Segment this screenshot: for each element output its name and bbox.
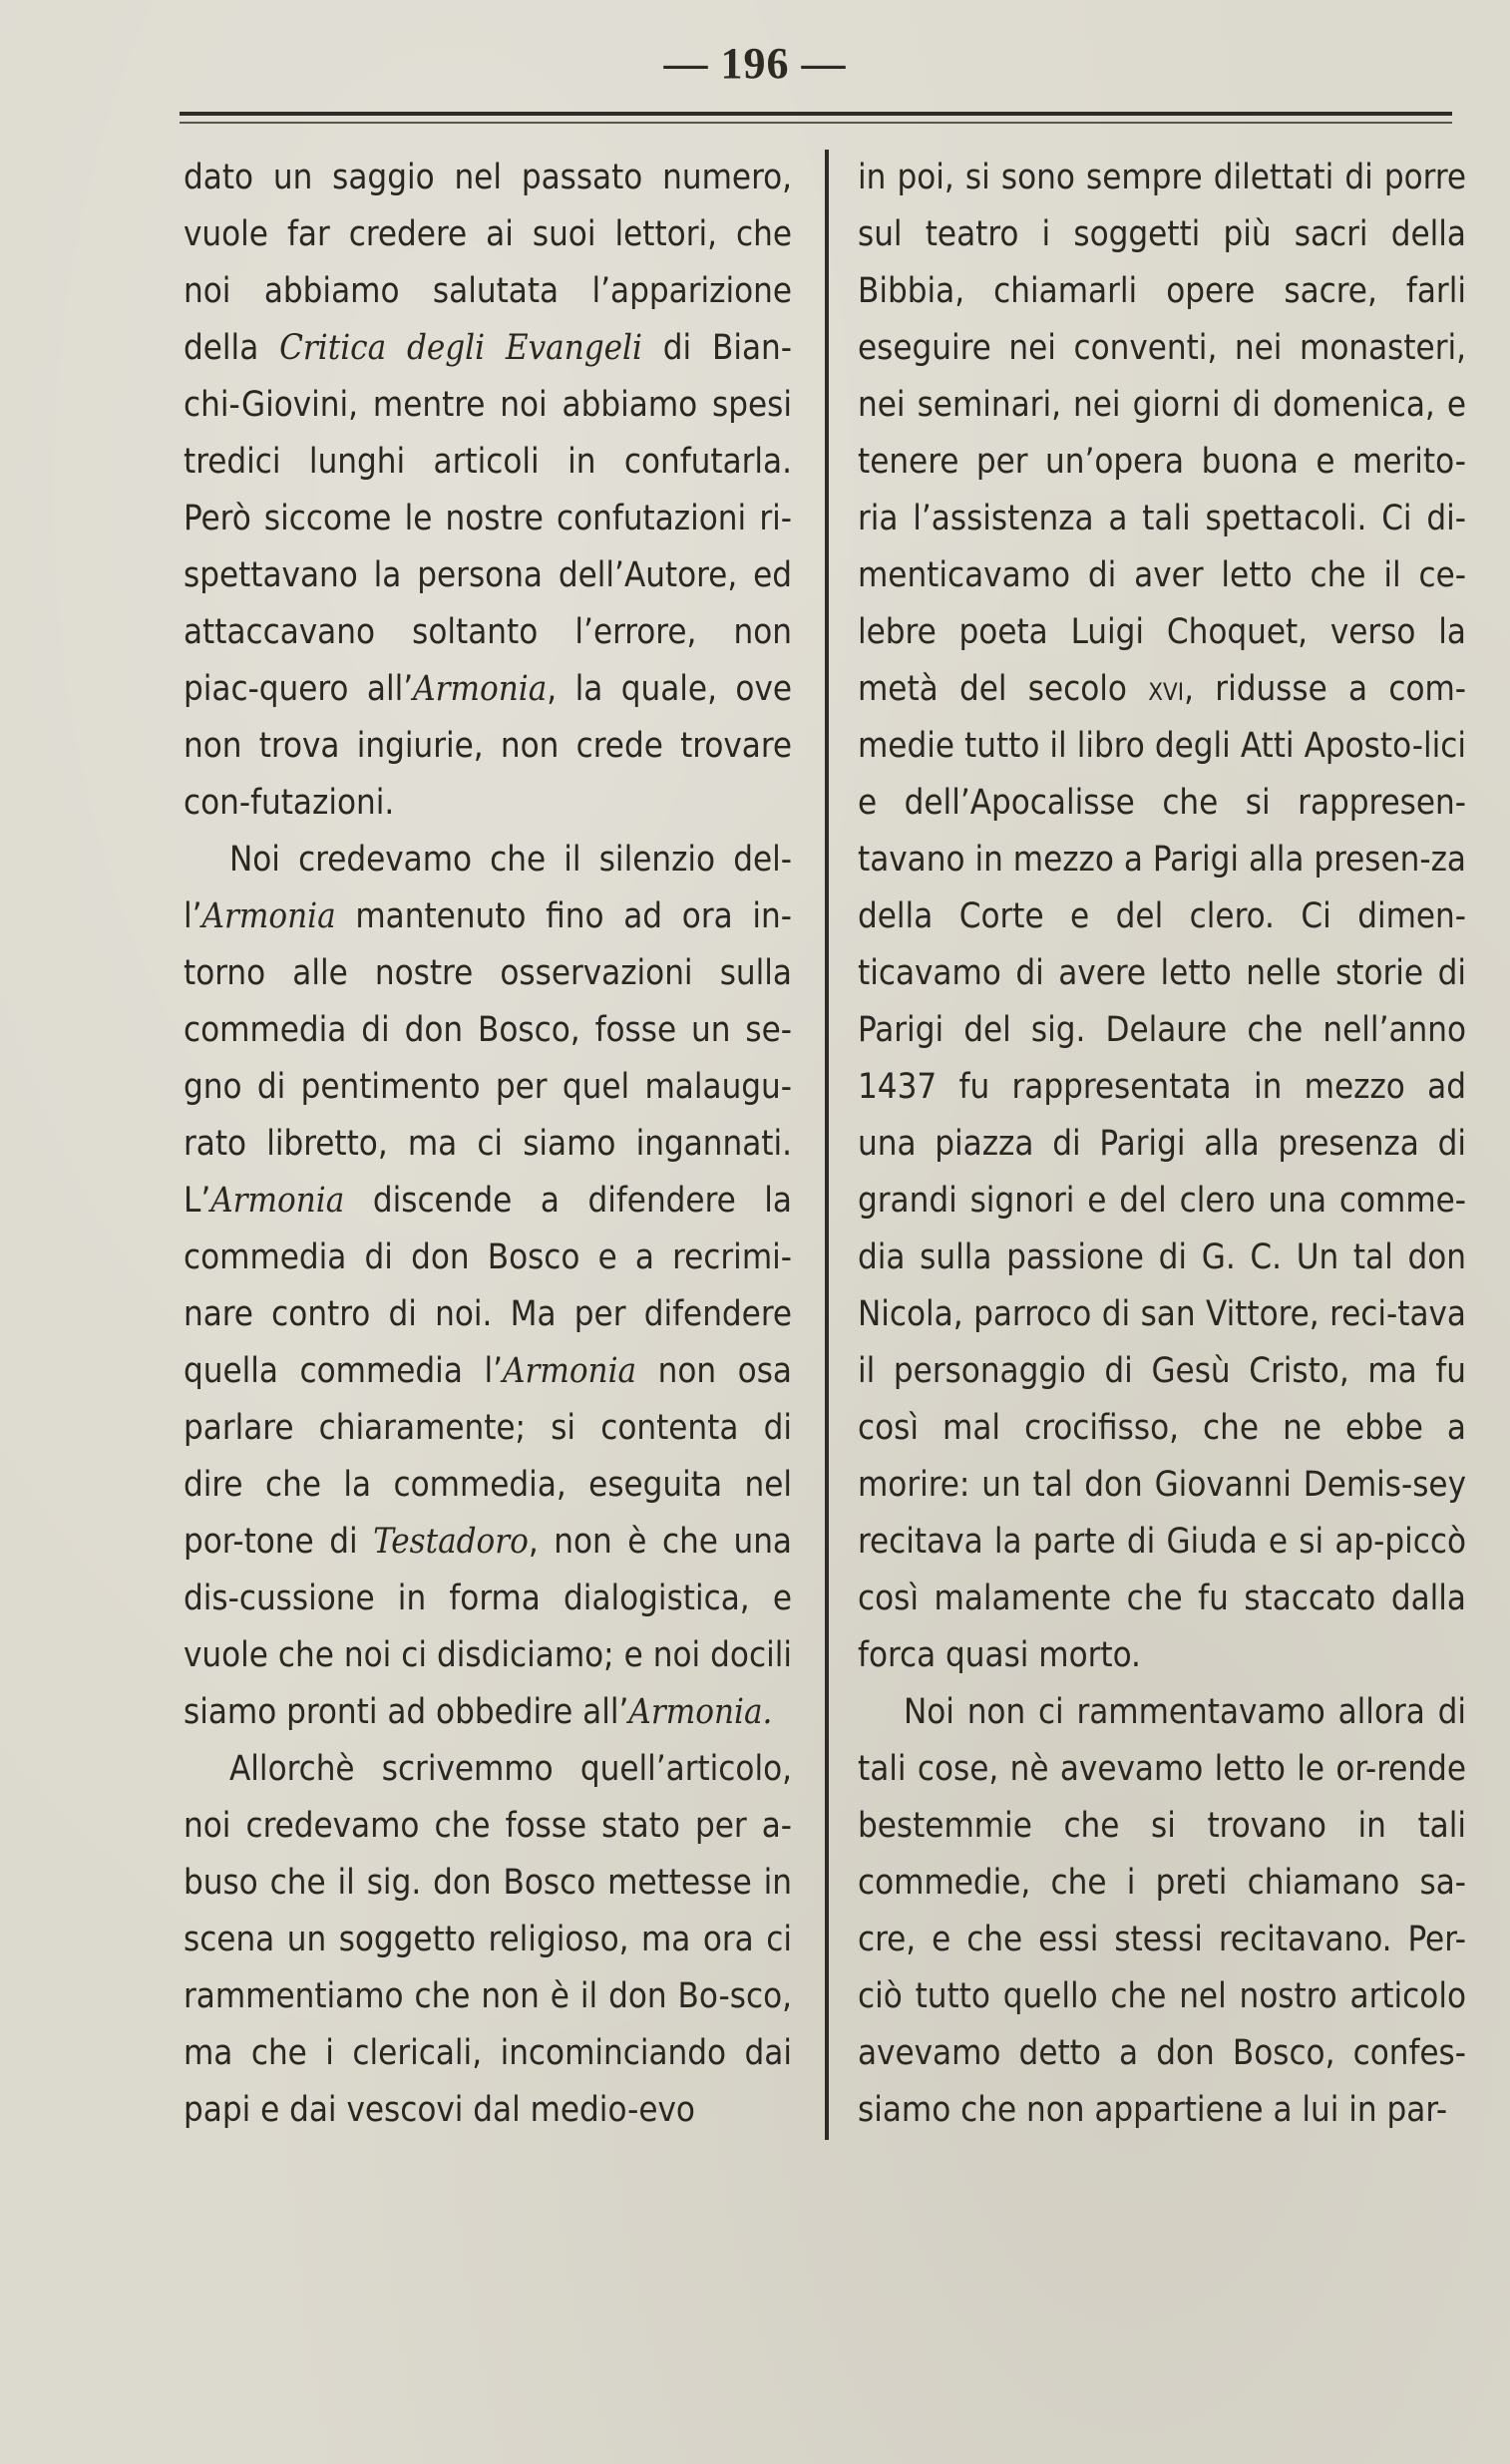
text-run: in poi, si sono sempre dilettati di porre sul teatro i soggetti più sacri della Bibbia, chiamarli opere sacre, farli eseguire nei conventi, nei monasteri, nei seminari, nei giorni di domenica, e tenere per un’opera buona e merito-ria l’assistenza a tali spettacoli. Ci di-menticavamo di aver letto che il ce-lebre poeta Luigi Choquet, verso la metà del secolo — [858, 158, 1466, 709]
text-run: discende a difendere la commedia di don Bosco e a recrimi-nare contro di noi. Ma per difendere quella commedia l’ — [184, 1181, 792, 1391]
left-paragraph-3: Allorchè scrivemmo quell’articolo, noi credevamo che fosse stato per a-buso che il sig. don Bosco mettesse in scena un soggetto religioso, ma ora ci rammentiamo che non è il don Bo-sco, ma che i clericali, incominciando dai papi e dai vescovi dal medio-evo — [184, 1749, 792, 2130]
left-column — [184, 150, 792, 2139]
italic-title: Armonia — [413, 669, 548, 709]
text-run: non osa parlare chiaramente; si contenta di dire che la commedia, eseguita nel por-tone di — [184, 1351, 792, 1562]
century-numeral: xvi — [1148, 669, 1185, 709]
text-run: , ridusse a com-medie tutto il libro degli Atti Aposto-lici e dell’Apocalisse che si rappresen-tavano in mezzo a Parigi alla presen-za della Corte e del clero. Ci dimen-ticavamo di avere letto nelle storie di Parigi del sig. Delaure che nell’anno 1437 fu rappresentata in mezzo ad una piazza di Parigi alla presenza di grandi signori e del clero una comme-dia sulla passione di G. C. Un tal don Nicola, parroco di san Vittore, reci-tava il personaggio di Gesù Cristo, ma fu così mal crocifisso, che ne ebbe a morire: un tal don Giovanni Demis-sey recitava la parte di Giuda e si ap-piccò così malamente che fu staccato dalla forca quasi morto. — [858, 669, 1467, 1675]
text-run: Noi credevamo che il silenzio del-l’ — [184, 840, 792, 936]
italic-title: Critica degli Evangeli — [279, 328, 642, 368]
italic-title: Armonia — [210, 1181, 345, 1221]
italic-title: Armonia — [502, 1351, 637, 1391]
left-paragraph-1 — [184, 150, 792, 832]
right-paragraph-1 — [858, 150, 1466, 1684]
column-divider — [825, 150, 829, 2140]
header-rule — [180, 112, 1452, 116]
text-run: di Bian-chi-Giovini, mentre noi abbiamo spesi tredici lunghi articoli in confutarla. Però siccome le nostre confutazioni ri-spettavano la persona dell’Autore, ed attaccavano soltanto l’errore, non piac-quero all’ — [184, 328, 793, 709]
right-paragraph-2: Noi non ci rammentavamo allora di tali cose, nè avevamo letto le or-rende bestemmie che si trovano in tali commedie, che i preti chiamano sa-cre, e che essi stessi recitavano. Per-ciò tutto quello che nel nostro articolo avevamo detto a don Bosco, confes-siamo che non appartiene a lui in par- — [858, 1692, 1466, 2130]
text-run: mantenuto fino ad ora in-torno alle nostre osservazioni sulla commedia di don Bosco, fosse un se-gno di pentimento per quel malaugu-rato libretto, ma ci siamo ingannati. L’ — [184, 896, 792, 1221]
page-number: — 196 — — [663, 39, 847, 88]
right-column — [858, 150, 1466, 2139]
text-run: , la quale, ove non trova ingiurie, non crede trovare con-futazioni. — [184, 669, 792, 823]
italic-title: Testadoro — [373, 1522, 529, 1562]
text-run: , non è che una dis-cussione in forma dialogistica, e vuole che noi ci disdiciamo; e noi docili siamo pronti ad obbedire all’ — [184, 1522, 792, 1732]
left-paragraph-2 — [184, 832, 792, 1741]
italic-title: Armonia. — [628, 1692, 773, 1732]
text-run: dato un saggio nel passato numero, vuole far credere ai suoi lettori, che noi abbiamo salutata l’apparizione della — [184, 158, 792, 368]
header-rule-thin — [180, 122, 1452, 124]
italic-title: Armonia — [201, 896, 336, 936]
